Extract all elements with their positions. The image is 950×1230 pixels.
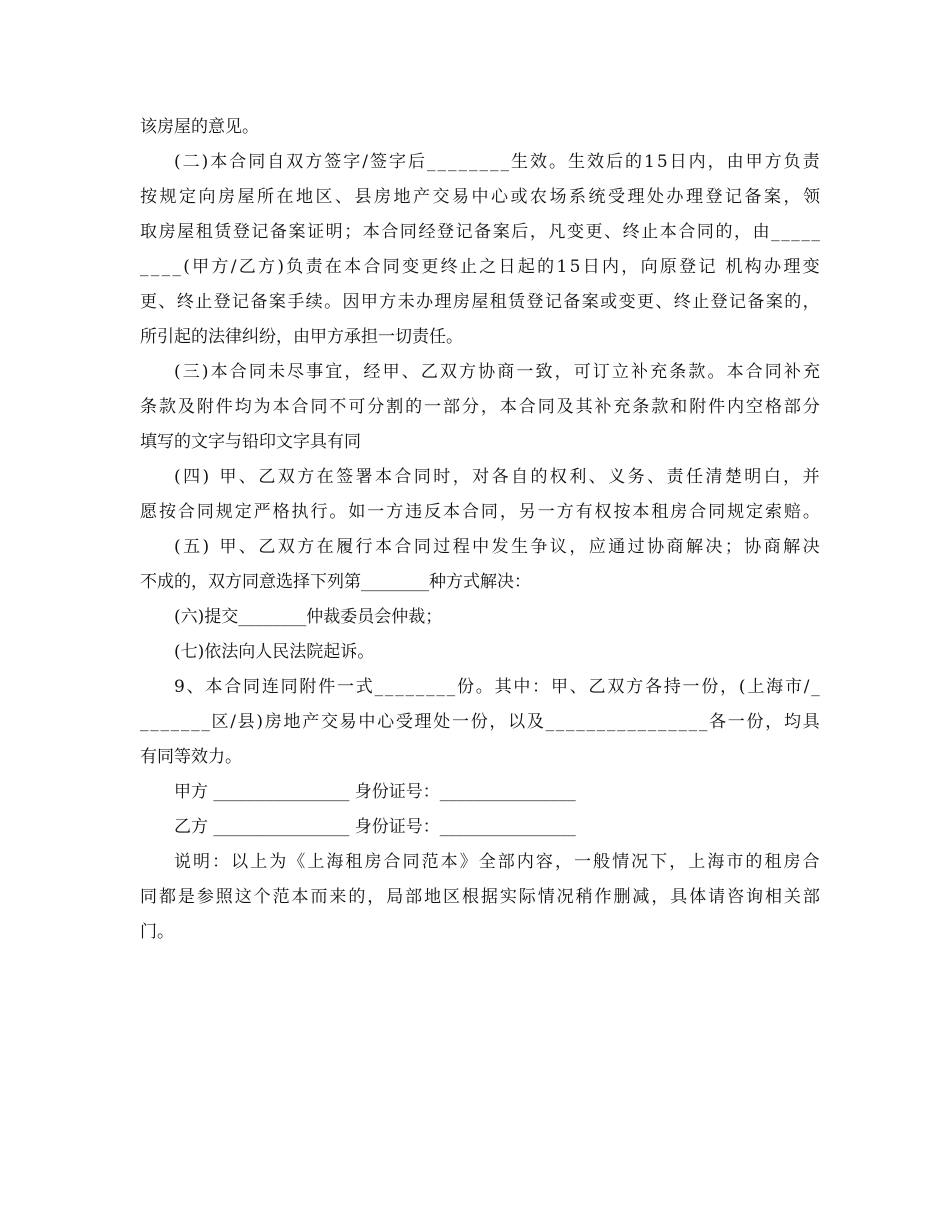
signature-line-party-a: 甲方 ________________ 身份证号：________________ xyxy=(174,782,576,802)
text-line: 该房屋的意见。 xyxy=(140,117,259,137)
text-line: 门。 xyxy=(140,922,174,942)
line-text: _ _ _ _ ( 甲 方 / 乙 方 ) 负 责 在 本 合 同 变 更 终 止 之 日 起 的 1 5 日 内 ， 向 原 登 记 机 构 办 理 变 xyxy=(140,257,820,277)
text-line xyxy=(174,149,820,175)
line-text: _ _ _ _ _ _ _ 区 / 县 ) 房 地 产 交 易 中 心 受 理 处 一 份 ， 以 及 _ _ _ _ _ _ _ _ _ _ _ _ _ _ _ _ 各 一 份 ， 均 具 xyxy=(140,712,820,732)
text-line xyxy=(140,289,820,315)
text-line xyxy=(174,849,820,875)
text-line xyxy=(140,884,820,910)
line-text: 同 都 是 参 照 这 个 范 本 而 来 的 ， 局 部 地 区 根 据 实 际 情 况 稍 作 删 减 ， 具 体 请 咨 询 相 关 部 xyxy=(140,887,820,907)
text-line xyxy=(174,674,820,700)
signature-line-party-b: 乙方 ________________ 身份证号：________________ xyxy=(174,817,576,837)
text-line xyxy=(174,359,820,385)
line-text: ( 二 ) 本 合 同 自 双 方 签 字 / 签 字 后 _ _ _ _ _ _ _ _ 生 效 。 生 效 后 的 1 5 日 内 ， 由 甲 方 负 责 xyxy=(174,152,820,172)
text-line: (七)依法向人民法院起诉。 xyxy=(174,642,375,662)
line-text: 愿 按 合 同 规 定 严 格 执 行 。 如 一 方 违 反 本 合 同 ， 另 一 方 有 权 按 本 租 房 合 同 规 定 索 赔 。 xyxy=(140,502,820,522)
text-line xyxy=(140,709,820,735)
text-line: 有同等效力。 xyxy=(140,747,242,767)
text-line: 填写的文字与铅印文字具有同 xyxy=(140,432,361,452)
text-line xyxy=(174,534,820,560)
text-line: 不成的，双方同意选择下列第________种方式解决： xyxy=(140,572,531,592)
text-line: (六)提交________仲裁委员会仲裁； xyxy=(174,607,443,627)
line-text: 取 房 屋 租 赁 登 记 备 案 证 明 ； 本 合 同 经 登 记 备 案 后 ， 凡 变 更 、 终 止 本 合 同 的 ， 由 _ _ _ _ _ xyxy=(140,222,820,242)
line-text: ( 四 ) 甲 、 乙 双 方 在 签 署 本 合 同 时 ， 对 各 自 的 权 利 、 义 务 、 责 任 清 楚 明 白 ， 并 xyxy=(174,467,820,487)
line-text: 条 款 及 附 件 均 为 本 合 同 不 可 分 割 的 一 部 分 ， 本 合 同 及 其 补 充 条 款 和 附 件 内 空 格 部 分 xyxy=(140,397,820,417)
text-line: 所引起的法律纠纷，由甲方承担一切责任。 xyxy=(140,327,463,347)
line-text: 9 、 本 合 同 连 同 附 件 一 式 _ _ _ _ _ _ _ _ 份 。 其 中 ： 甲 、 乙 双 方 各 持 一 份 ， ( 上 海 市 / _ xyxy=(174,677,820,697)
text-line xyxy=(174,464,820,490)
line-text: ( 三 ) 本 合 同 未 尽 事 宜 ， 经 甲 、 乙 双 方 协 商 一 致 ， 可 订 立 补 充 条 款 。 本 合 同 补 充 xyxy=(174,362,820,382)
text-line xyxy=(140,219,820,245)
line-text: 按 规 定 向 房 屋 所 在 地 区 、 县 房 地 产 交 易 中 心 或 农 场 系 统 受 理 处 办 理 登 记 备 案 ， 领 xyxy=(140,187,820,207)
text-line xyxy=(140,394,820,420)
line-text: 更 、 终 止 登 记 备 案 手 续 。 因 甲 方 未 办 理 房 屋 租 赁 登 记 备 案 或 变 更 、 终 止 登 记 备 案 的 ， xyxy=(140,292,820,312)
text-line xyxy=(140,254,820,280)
line-text: 说 明 ： 以 上 为 《 上 海 租 房 合 同 范 本 》 全 部 内 容 ， 一 般 情 况 下 ， 上 海 市 的 租 房 合 xyxy=(174,852,820,872)
text-line xyxy=(140,184,820,210)
text-line xyxy=(140,499,820,525)
line-text: ( 五 ) 甲 、 乙 双 方 在 履 行 本 合 同 过 程 中 发 生 争 议 ， 应 通 过 协 商 解 决 ； 协 商 解 决 xyxy=(174,537,820,557)
